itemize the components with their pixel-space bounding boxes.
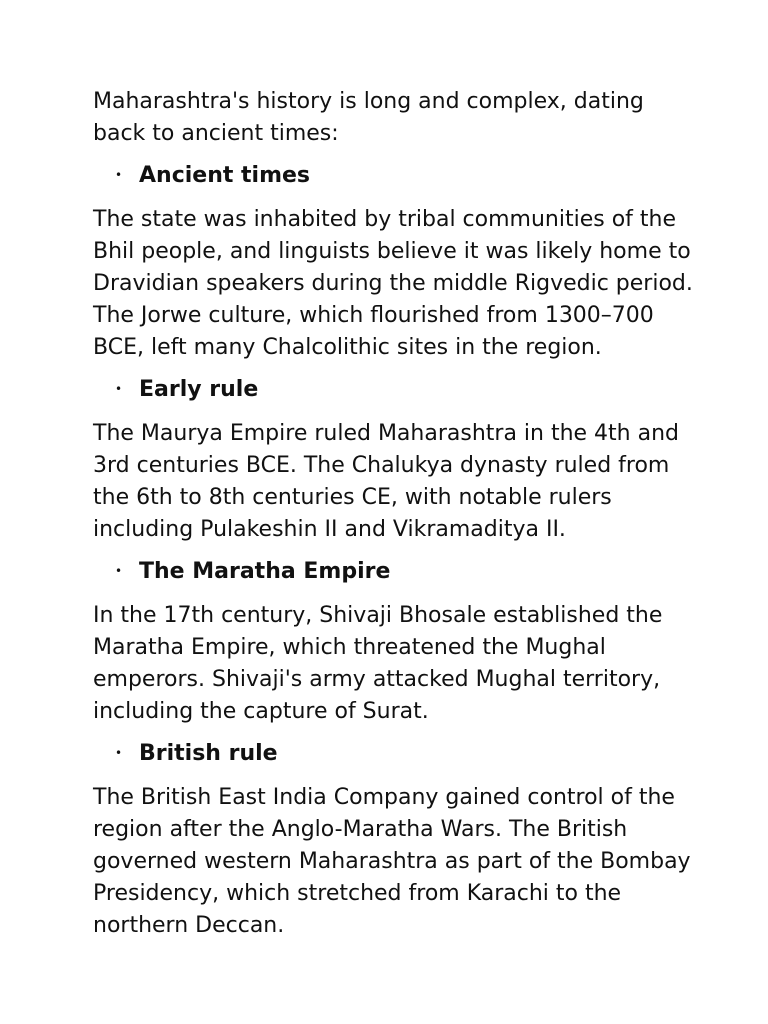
section-body-ancient-times: The state was inhabited by tribal communities of the Bhil people, and linguists believe it was likely home to Dravidian speakers during the middle Rigvedic period. The Jorwe culture, which flourished from 1300–700 BCE, left many Chalcolithic sites in the region. [93,207,693,360]
heading-text: Ancient times [139,163,311,188]
section-body-maratha-empire: In the 17th century, Shivaji Bhosale established the Maratha Empire, which threatened the Mughal emperors. Shivaji's army attacked Mughal territory, including the capture of Surat. [93,603,663,724]
bullet-icon: • [115,564,123,578]
intro-paragraph: Maharashtra's history is long and complex, dating back to ancient times: [93,89,644,146]
heading-text: Early rule [139,377,259,402]
heading-text: The Maratha Empire [139,559,391,584]
section-body-early-rule: The Maurya Empire ruled Maharashtra in the 4th and 3rd centuries BCE. The Chalukya dynasty ruled from the 6th to 8th centuries CE, with notable rulers including Pulakeshin II and Vikramaditya II. [93,421,680,542]
section-heading-british-rule [93,738,693,772]
section-heading-ancient-times [93,160,693,194]
bullet-icon: • [115,382,123,396]
heading-text: British rule [139,741,278,766]
section-body-british-rule: The British East India Company gained control of the region after the Anglo-Maratha Wars. The British governed western Maharashtra as part of the Bombay Presidency, which stretched from Karachi to the northern Deccan. [93,785,691,938]
bullet-icon: • [115,746,123,760]
section-heading-maratha-empire [93,556,693,590]
document-page [93,86,693,952]
section-heading-early-rule [93,374,693,408]
bullet-icon: • [115,168,123,182]
